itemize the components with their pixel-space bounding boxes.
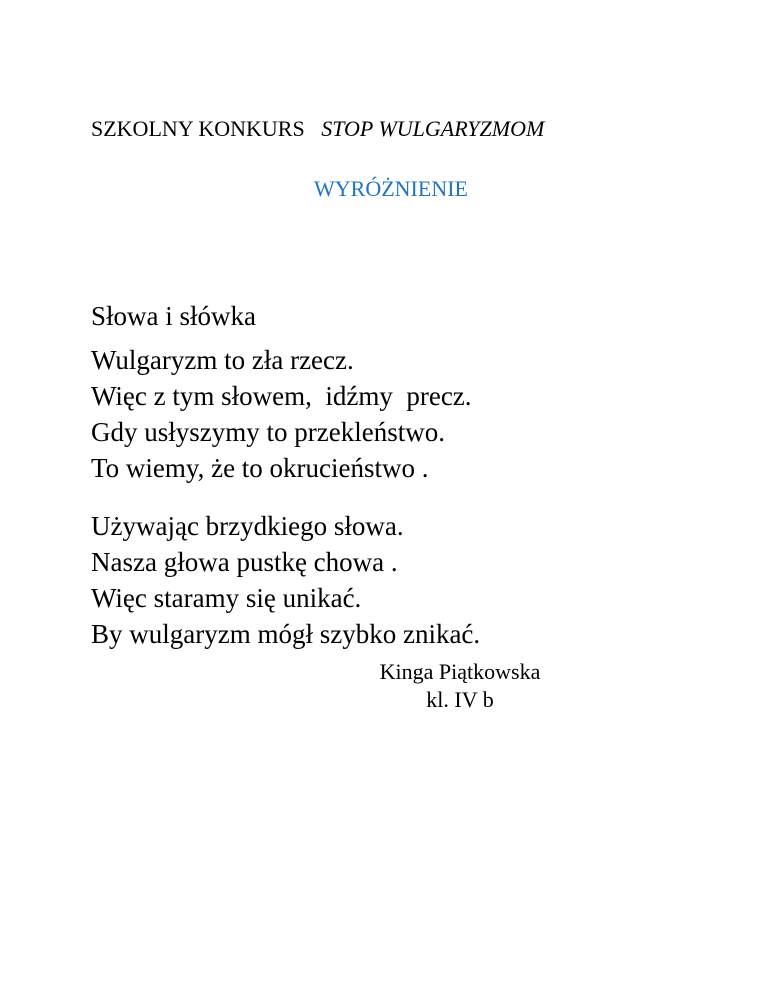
poem-line: Gdy usłyszymy to przekleństwo. (91, 417, 445, 447)
poem-stanza-1 (91, 342, 472, 486)
poem-stanza-2 (91, 508, 480, 652)
poem-line: Więc z tym słowem, idźmy precz. (91, 381, 472, 411)
poem-line: Nasza głowa pustkę chowa . (91, 547, 398, 577)
poem-line: Wulgaryzm to zła rzecz. (91, 345, 354, 375)
contest-name: STOP WULGARYZMOM (321, 116, 545, 141)
poem-line: Więc staramy się unikać. (91, 583, 362, 613)
contest-label: SZKOLNY KONKURS (91, 116, 305, 141)
author-signature (300, 658, 620, 714)
award-label: WYRÓŻNIENIE (314, 176, 468, 201)
poem-line: To wiemy, że to okrucieństwo . (91, 453, 429, 483)
contest-header (91, 114, 544, 144)
poem-title: Słowa i słówka (91, 301, 256, 331)
author-name: Kinga Piątkowska (379, 659, 541, 684)
author-class: kl. IV b (426, 687, 494, 712)
poem-line: Używając brzydkiego słowa. (91, 511, 404, 541)
poem-line: By wulgaryzm mógł szybko znikać. (91, 619, 481, 649)
